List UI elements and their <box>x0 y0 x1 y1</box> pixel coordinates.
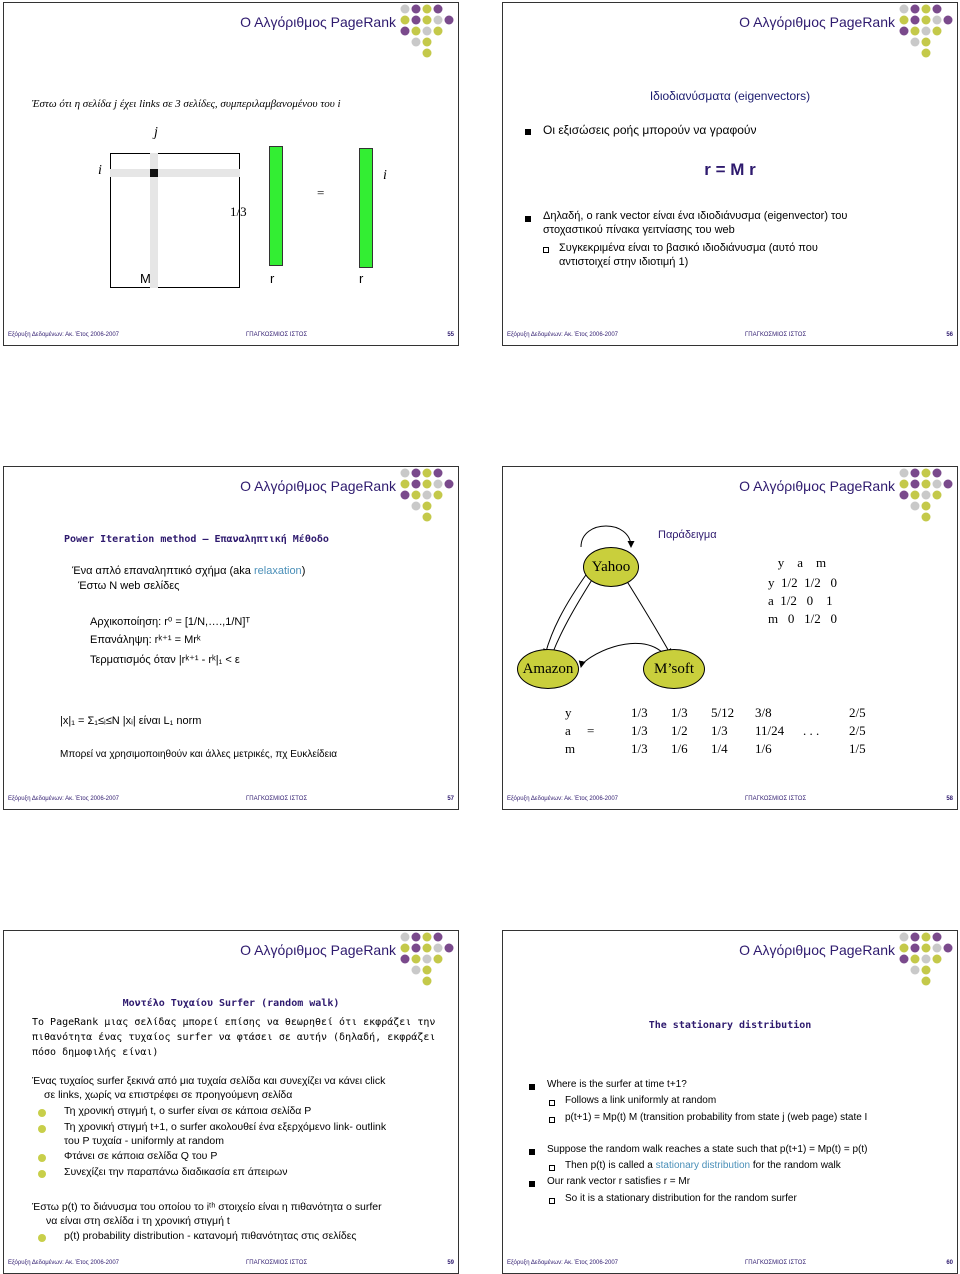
intro-text: Έστω ότι η σελίδα j έχει links σε 3 σελίδες, συμπεριλαμβανομένου του i <box>32 98 341 110</box>
text-line: Το PageRank μιας σελίδας μπορεί επίσης να θεωρηθεί ότι εκφράζει την <box>32 1017 436 1028</box>
stationary-distribution-link: stationary distribution <box>655 1160 751 1171</box>
other-metrics: Μπορεί να χρησιμοποιηθούν και άλλες μετρικές, πχ Ευκλείδεια <box>60 749 338 760</box>
footer-course: Εξόρυξη Δεδομένων: Ακ. Έτος 2006-2007 <box>507 332 619 338</box>
list-item: p(t) probability distribution - κατανομή πιθανότητας στις σελίδες <box>64 1230 357 1242</box>
p-definition-cont: να είναι στη σελίδα i τη χρονική στιγμή t <box>46 1215 230 1227</box>
decorative-dots <box>896 467 956 527</box>
matrix-row: m 0 1/2 0 <box>768 611 837 626</box>
bullet-square-icon <box>525 216 531 222</box>
sub-bullet-icon <box>549 1198 555 1204</box>
list-item: Συνεχίζει την παραπάνω διαδικασία επ άπειρων <box>64 1166 288 1178</box>
slide-footer <box>507 796 953 806</box>
sub-bullet-icon <box>549 1100 555 1106</box>
decorative-dots <box>896 931 956 991</box>
iteration-cell: 1/3 <box>711 723 728 738</box>
bullet-square-icon <box>529 1149 535 1155</box>
footer-course: Εξόρυξη Δεδομένων: Ακ. Έτος 2006-2007 <box>8 332 120 338</box>
iteration-cell: 1/4 <box>711 741 728 756</box>
slide-number: 58 <box>946 796 953 802</box>
list-item: Τη χρονική στιγμή t+1, ο surfer ακολουθεί ένα εξερχόμενο link- outlink <box>64 1121 387 1133</box>
section-heading: Μοντέλο Τυχαίου Surfer (random walk) <box>122 998 340 1009</box>
slide-title: Ο Αλγόριθμος PageRank <box>739 478 895 494</box>
iteration-cell: 2/5 <box>849 705 866 720</box>
slide-footer <box>507 332 953 342</box>
iteration-cell: 1/5 <box>849 741 866 756</box>
sub-bullet-icon <box>549 1117 555 1123</box>
iteration-cell: 2/5 <box>849 723 866 738</box>
text-line: πιθανότητα ένας τυχαίος surfer να φτάσει σε αυτήν (δηλαδή, εκφράζει <box>32 1032 436 1043</box>
bullet-dot-icon <box>38 1154 46 1162</box>
footer-course: Εξόρυξη Δεδομένων: Ακ. Έτος 2006-2007 <box>8 796 120 802</box>
bullet-text: Where is the surfer at time t+1? <box>547 1079 687 1090</box>
bullet-square-icon <box>525 129 531 135</box>
section-heading: Παράδειγμα <box>658 529 717 541</box>
node-amazon: Amazon <box>517 649 579 689</box>
footer-topic: ΓΠΑΓΚΟΣΜΙΟΣ ΙΣΤΟΣ <box>246 796 308 802</box>
iteration-cell: 1/3 <box>631 705 648 720</box>
matrix-cell-ij <box>150 169 158 177</box>
norm-definition: |x|₁ = Σ₁≤ᵢ≤N |xᵢ| είναι L₁ norm <box>60 715 202 727</box>
footer-course: Εξόρυξη Δεδομένων: Ακ. Έτος 2006-2007 <box>507 1260 619 1266</box>
line-init: Αρχικοποίηση: r⁰ = [1/N,….,1/N]ᵀ <box>90 616 251 628</box>
line-repeat: Επανάληψη: rᵏ⁺¹ = Mrᵏ <box>90 634 201 646</box>
slide-title: Ο Αλγόριθμος PageRank <box>240 942 396 958</box>
footer-course: Εξόρυξη Δεδομένων: Ακ. Έτος 2006-2007 <box>507 796 619 802</box>
node-msoft: M’soft <box>643 649 705 689</box>
bullet-text: Our rank vector r satisfies r = Mr <box>547 1176 691 1187</box>
decorative-dots <box>896 3 956 63</box>
decorative-dots <box>397 3 457 63</box>
footer-topic: ΓΠΑΓΚΟΣΜΙΟΣ ΙΣΤΟΣ <box>745 1260 807 1266</box>
slide-title: Ο Αλγόριθμος PageRank <box>240 478 396 494</box>
line-relaxation <box>72 565 305 577</box>
iteration-equals: = <box>587 723 595 738</box>
vector-r-right <box>359 148 373 268</box>
matrix-header: y a m <box>768 555 827 570</box>
iteration-cell: 5/12 <box>711 705 735 720</box>
matrix-row: a 1/2 0 1 <box>768 593 833 608</box>
slide-footer <box>8 796 454 806</box>
bullet-text: Οι εξισώσεις ροής μπορούν να γραφούν <box>543 123 757 137</box>
bullet-dot-icon <box>38 1109 46 1117</box>
slide-57 <box>3 466 459 810</box>
slide-title: Ο Αλγόριθμος PageRank <box>240 14 396 30</box>
sub-bullet-text: αντιστοιχεί στην ιδιοτιμή 1) <box>559 256 689 268</box>
label-j: j <box>154 125 158 140</box>
footer-topic: ΓΠΑΓΚΟΣΜΙΟΣ ΙΣΤΟΣ <box>246 1260 308 1266</box>
iteration-cell: 1/6 <box>671 741 688 756</box>
bullet-dot-icon <box>38 1170 46 1178</box>
slide-55 <box>3 2 459 346</box>
slide-56 <box>502 2 958 346</box>
slide-title: Ο Αλγόριθμος PageRank <box>739 942 895 958</box>
text-run: Then p(t) is called a <box>565 1160 656 1171</box>
slide-footer <box>8 332 454 342</box>
bullet-square-icon <box>529 1084 535 1090</box>
slide-footer <box>8 1260 454 1270</box>
slide-number: 57 <box>447 796 454 802</box>
p-definition: Έστω p(t) το διάνυσμα του οποίου το iᵗʰ στοιχείο είναι η πιθανότητα ο surfer <box>32 1201 382 1213</box>
line-n-pages: Έστω N web σελίδες <box>78 580 180 592</box>
iteration-cell: 1/3 <box>671 705 688 720</box>
line-termination: Τερματισμός όταν |rᵏ⁺¹ - rᵏ|₁ < ε <box>90 654 240 666</box>
surfer-intro <box>32 1074 385 1102</box>
section-heading: The stationary distribution <box>648 1020 812 1031</box>
vector-r-left <box>269 146 283 266</box>
bullet-text: στοχαστικού πίνακα γειτνίασης του web <box>543 224 735 236</box>
slide-number: 59 <box>447 1260 454 1266</box>
line-relaxation-text: Ένα απλό επαναληπτικό σχήμα (aka relaxation) <box>72 565 306 577</box>
decorative-dots <box>397 467 457 527</box>
iteration-cell: 3/8 <box>755 705 772 720</box>
iteration-cell: 1/2 <box>671 723 688 738</box>
iteration-row-label: m <box>565 741 576 756</box>
iteration-cell: 1/3 <box>631 723 648 738</box>
iteration-cell: 1/3 <box>631 741 648 756</box>
iteration-cell: . . . <box>803 723 820 738</box>
slide-number: 55 <box>447 332 454 338</box>
iteration-cell: 1/6 <box>755 741 772 756</box>
label-vector-r-2: r <box>359 271 364 286</box>
bullet-text: Suppose the random walk reaches a state such that p(t+1) = Mp(t) = p(t) <box>547 1144 868 1155</box>
iteration-cell: 11/24 <box>755 723 785 738</box>
equation: r = M r <box>704 160 756 179</box>
sub-bullet-text <box>565 1160 841 1171</box>
bullet-dot-icon <box>38 1234 46 1242</box>
section-heading: Ιδιοδιανύσματα (eigenvectors) <box>649 89 811 103</box>
slide-number: 60 <box>946 1260 953 1266</box>
list-item: Τη χρονική στιγμή t, ο surfer είναι σε κάποια σελίδα P <box>64 1105 312 1117</box>
slide-58 <box>502 466 958 810</box>
list-item-cont: του P τυχαία - uniformly at random <box>64 1135 224 1147</box>
sub-bullet-icon <box>549 1165 555 1171</box>
slide-number: 56 <box>946 332 953 338</box>
text-line: πόσο δημοφιλής είναι) <box>32 1047 159 1058</box>
equals-sign: = <box>317 185 325 200</box>
text-run: for the random walk <box>750 1160 841 1171</box>
text-line: Ένας τυχαίος surfer ξεκινά από μια τυχαία σελίδα και συνεχίζει να κάνει click <box>32 1075 386 1087</box>
iteration-row-label: y <box>565 705 572 720</box>
slide-title: Ο Αλγόριθμος PageRank <box>739 14 895 30</box>
label-vector-r-1: r <box>270 271 275 286</box>
slide-59 <box>3 930 459 1274</box>
bullet-dot-icon <box>38 1125 46 1133</box>
label-matrix-m: M <box>140 271 151 286</box>
matrix-row: y 1/2 1/2 0 <box>768 575 837 590</box>
bullet-text: Δηλαδή, ο rank vector είναι ένα ιδιοδιάνυσμα (eigenvector) του <box>543 210 848 222</box>
decorative-dots <box>397 931 457 991</box>
label-one-third: 1/3 <box>230 204 247 219</box>
footer-course: Εξόρυξη Δεδομένων: Ακ. Έτος 2006-2007 <box>8 1260 120 1266</box>
sub-bullet-text: p(t+1) = Mp(t) M (transition probability from state j (web page) state I <box>565 1112 868 1123</box>
sub-bullet-text: So it is a stationary distribution for the random surfer <box>565 1193 797 1204</box>
label-i-right: i <box>383 168 387 183</box>
footer-topic: ΓΠΑΓΚΟΣΜΙΟΣ ΙΣΤΟΣ <box>745 332 807 338</box>
iteration-row-label: a <box>565 723 571 738</box>
slide-footer <box>507 1260 953 1270</box>
footer-topic: ΓΠΑΓΚΟΣΜΙΟΣ ΙΣΤΟΣ <box>246 332 308 338</box>
pagerank-intro <box>32 1015 435 1060</box>
sub-bullet-text: Follows a link uniformly at random <box>565 1095 717 1106</box>
text-line: σε links, χωρίς να επιστρέφει σε προηγούμενη σελίδα <box>44 1089 293 1101</box>
sub-bullet-text: Συγκεκριμένα είναι το βασικό ιδιοδιάνυσμα (αυτό που <box>559 242 818 254</box>
list-item: Φτάνει σε κάποια σελίδα Q του P <box>64 1150 218 1162</box>
label-i-left: i <box>98 163 102 178</box>
matrix-row-i <box>110 169 240 177</box>
section-heading: Power Iteration method – Επαναληπτική Μέθοδο <box>64 534 329 545</box>
slide-60 <box>502 930 958 1274</box>
sub-bullet-icon <box>543 247 549 253</box>
bullet-square-icon <box>529 1181 535 1187</box>
node-yahoo: Yahoo <box>583 547 639 587</box>
footer-topic: ΓΠΑΓΚΟΣΜΙΟΣ ΙΣΤΟΣ <box>745 796 807 802</box>
